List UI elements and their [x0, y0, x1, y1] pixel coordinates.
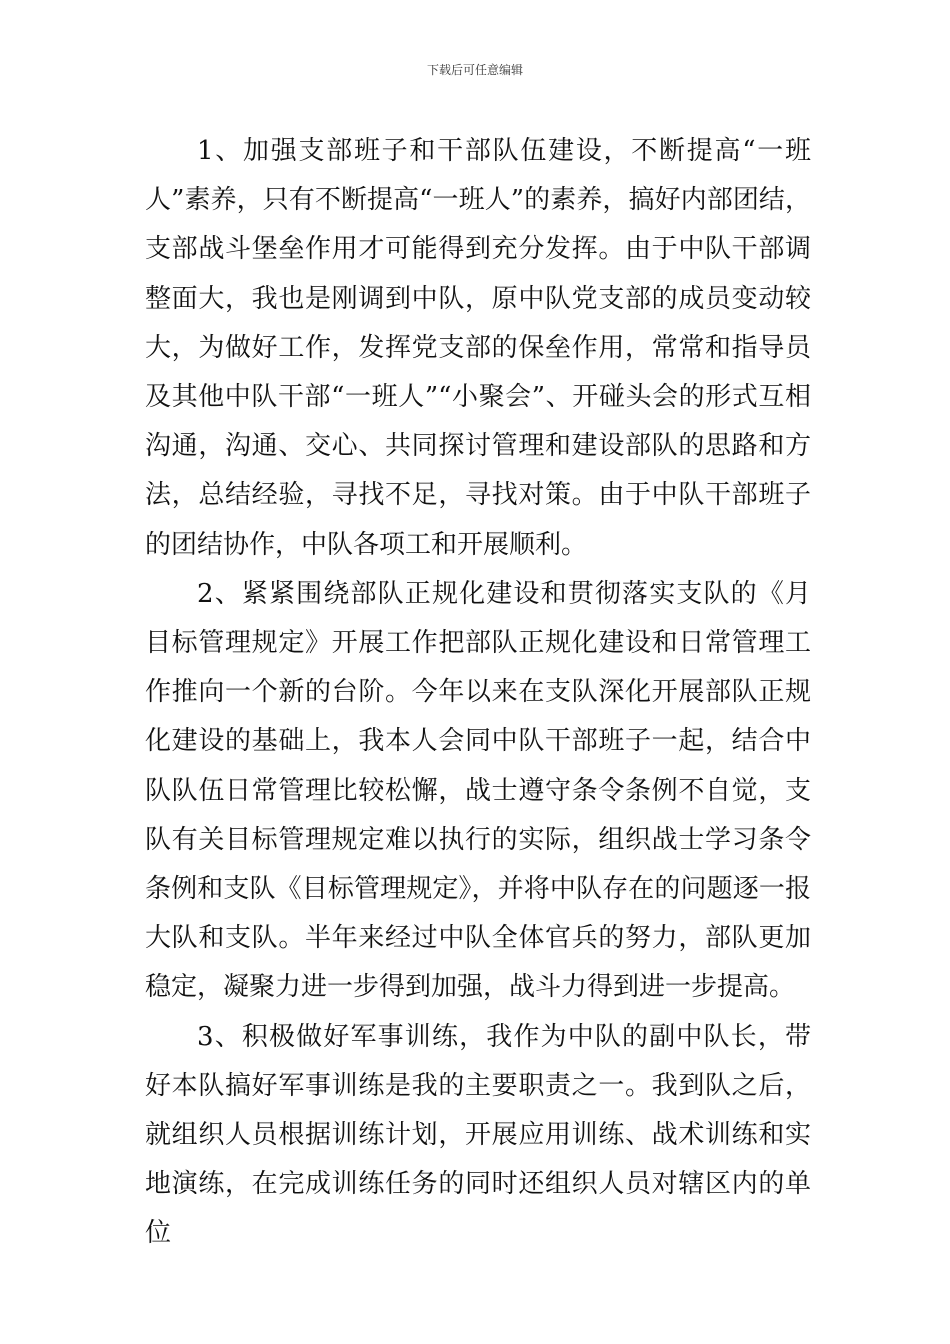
document-body [145, 127, 811, 1259]
paragraph-1: 1、加强支部班子和干部队伍建设，不断提高“一班人”素养，只有不断提高“一班人”的素养，搞好内部团结，支部战斗堡垒作用才可能得到充分发挥。由于中队干部调整面大，我也是刚调到中队，原中队党支部的成员变动较大，为做好工作，发挥党支部的保垒作用，常常和指导员及其他中队干部“一班人”“小聚会”、开碰头会的形式互相沟通，沟通、交心、共同探讨管理和建设部队的思路和方法，总结经验，寻找不足，寻找对策。由于中队干部班子的团结协作，中队各项工和开展顺利。 [145, 136, 811, 560]
paragraph-2: 2、紧紧围绕部队正规化建设和贯彻落实支队的《月目标管理规定》开展工作把部队正规化建设和日常管理工作推向一个新的台阶。今年以来在支队深化开展部队正规化建设的基础上，我本人会同中队干部班子一起，结合中队队伍日常管理比较松懈，战士遵守条令条例不自觉，支队有关目标管理规定难以执行的实际，组织战士学习条令条例和支队《目标管理规定》，并将中队存在的问题逐一报大队和支队。半年来经过中队全体官兵的努力，部队更加稳定，凝聚力进一步得到加强，战斗力得到进一步提高。 [145, 578, 811, 1003]
page-header: 下载后可任意编辑 [426, 63, 523, 77]
paragraph-3: 3、积极做好军事训练，我作为中队的副中队长，带好本队搞好军事训练是我的主要职责之一。我到队之后，就组织人员根据训练计划，开展应用训练、战术训练和实地演练，在完成训练任务的同时还组织人员对辖区内的单位 [145, 1021, 811, 1249]
